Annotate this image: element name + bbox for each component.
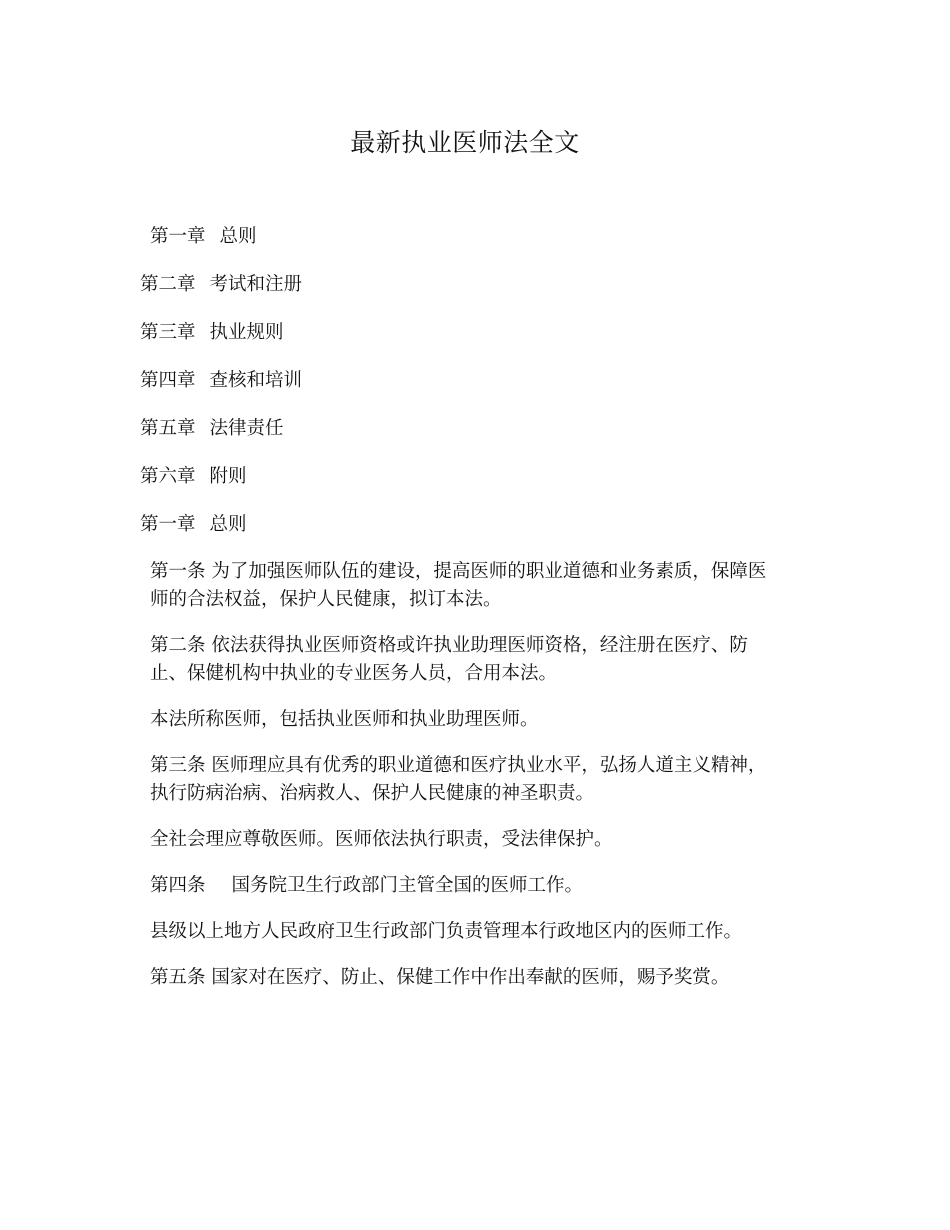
toc-chapter-number: 第一章 <box>150 226 206 247</box>
article-label: 第三条 <box>150 755 206 776</box>
toc-chapter-name: 总则 <box>219 226 257 247</box>
toc-item-chapter-5 <box>140 414 770 462</box>
document-body <box>140 222 770 1010</box>
article-text: 国务院卫生行政部门主管全国的医师工作。 <box>231 875 584 896</box>
toc-item-chapter-4 <box>140 366 770 414</box>
article-text: 为了加强医师队伍的建设，提高医师的职业道德和业务素质，保障医师的合法权益，保护人民健康，拟订本法。 <box>150 561 767 610</box>
article-text: 本法所称医师，包括执业医师和执业助理医师。 <box>150 709 539 730</box>
toc-chapter-name: 查核和培训 <box>209 370 303 391</box>
toc-item-chapter-2 <box>140 270 770 318</box>
chapter-name: 总则 <box>209 514 247 535</box>
toc-item-chapter-1 <box>140 222 770 270</box>
article-label: 第一条 <box>150 561 206 582</box>
toc-chapter-number: 第四章 <box>140 370 196 391</box>
article-5 <box>140 964 770 992</box>
toc-chapter-name: 法律责任 <box>209 418 284 439</box>
toc-chapter-number: 第二章 <box>140 274 196 295</box>
article-text: 县级以上地方人民政府卫生行政部门负责管理本行政地区内的医师工作。 <box>150 921 743 942</box>
article-4 <box>140 872 770 900</box>
article-2 <box>140 632 770 688</box>
article-label: 第二条 <box>150 635 206 656</box>
toc-chapter-name: 附则 <box>209 466 247 487</box>
article-label: 第五条 <box>150 967 206 988</box>
article-text: 国家对在医疗、防止、保健工作中作出奉献的医师，赐予奖赏。 <box>211 967 730 988</box>
toc-chapter-number: 第六章 <box>140 466 196 487</box>
article-4-paragraph-2 <box>140 918 770 946</box>
toc-item-chapter-3 <box>140 318 770 366</box>
toc-chapter-name: 执业规则 <box>209 322 284 343</box>
document-title: 最新执业医师法全文 <box>350 128 580 157</box>
toc-chapter-number: 第三章 <box>140 322 196 343</box>
article-text: 依法获得执业医师资格或许执业助理医师资格，经注册在医疗、防止、保健机构中执业的专业医务人员，合用本法。 <box>150 635 748 684</box>
article-3-paragraph-2 <box>140 826 770 854</box>
article-3 <box>140 752 770 808</box>
article-2-paragraph-2 <box>140 706 770 734</box>
article-text: 全社会理应尊敬医师。医师依法执行职责，受法律保护。 <box>150 829 613 850</box>
chapter-number: 第一章 <box>140 514 196 535</box>
toc-chapter-name: 考试和注册 <box>209 274 303 295</box>
article-label: 第四条 <box>150 875 206 896</box>
chapter-heading <box>140 510 770 558</box>
toc-item-chapter-6 <box>140 462 770 510</box>
toc-chapter-number: 第五章 <box>140 418 196 439</box>
article-text: 医师理应具有优秀的职业道德和医疗执业水平，弘扬人道主义精神，执行防病治病、治病救人、保护人民健康的神圣职责。 <box>150 755 767 804</box>
article-1 <box>140 558 770 614</box>
